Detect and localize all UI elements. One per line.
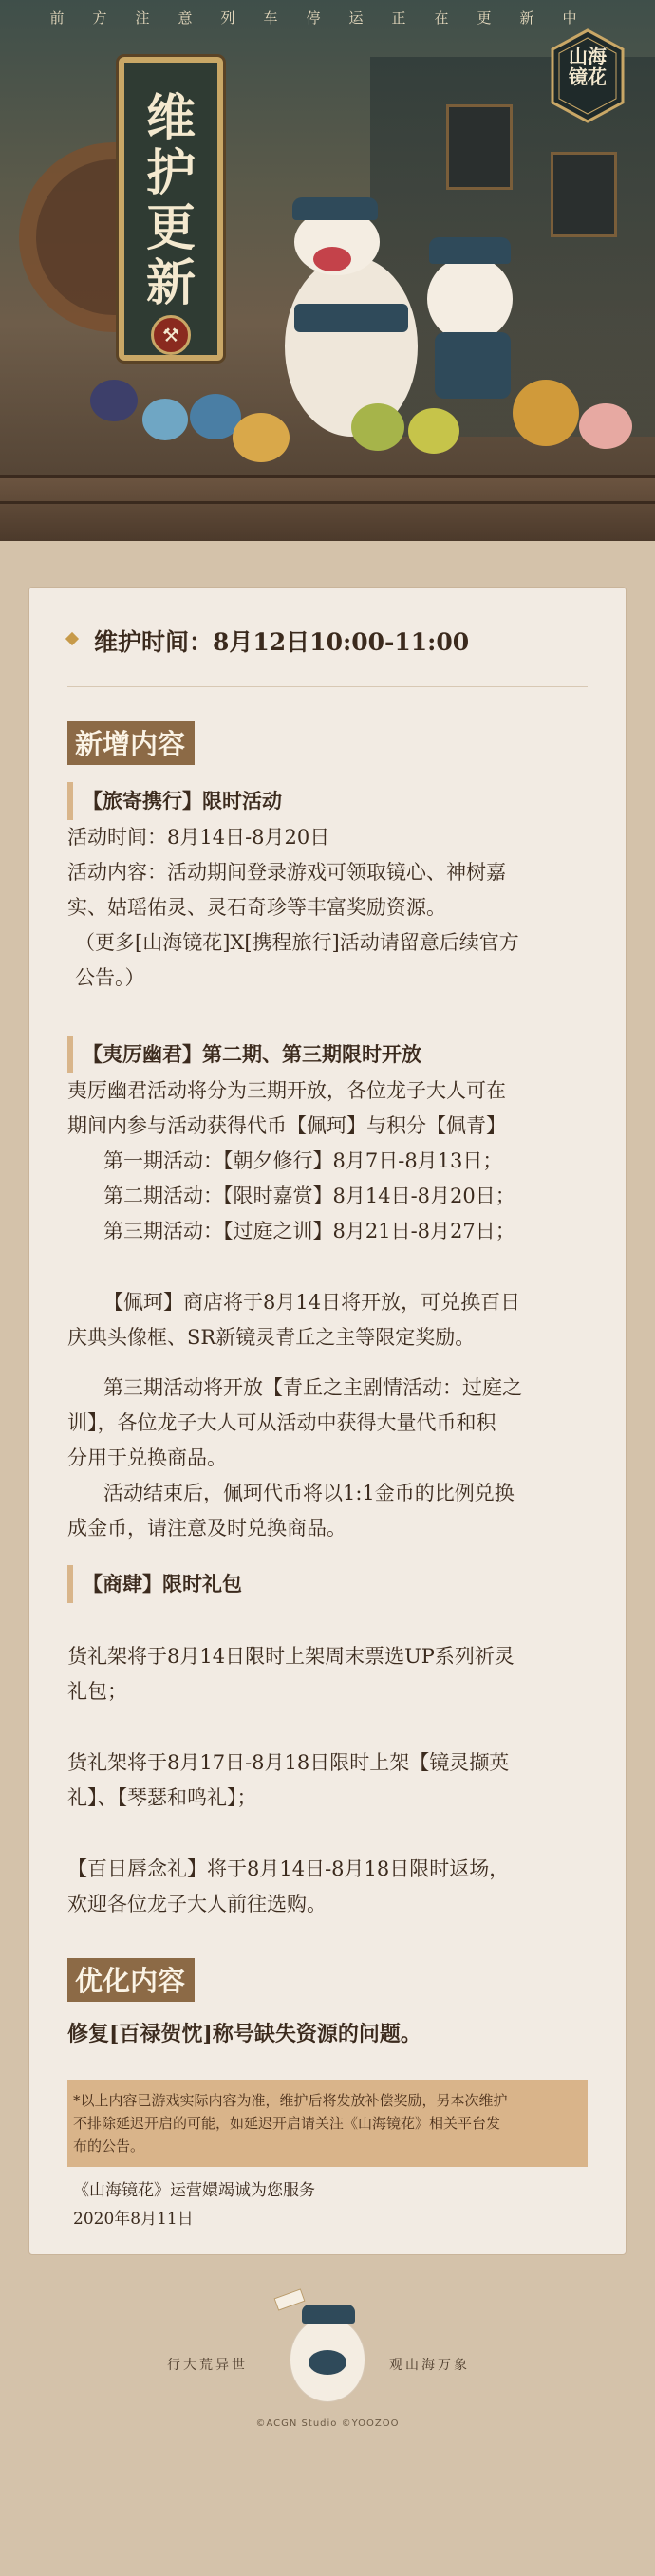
- yili-shop-info: 庆典头像框、SR新镜灵青丘之主等限定奖励。: [67, 1326, 476, 1349]
- shop-pack-title: 【商肆】限时礼包: [67, 1565, 588, 1603]
- travel-event-title: 【旅寄携行】限时活动: [67, 782, 588, 820]
- announcement-panel: [28, 587, 627, 2255]
- travel-event-content: 活动内容：活动期间登录游戏可领取镜心、神树嘉: [67, 861, 506, 884]
- section-title-new: 新增内容: [67, 721, 195, 765]
- footer-credit: ©ACGN Studio ©YOOZOO: [255, 2418, 400, 2429]
- travel-event-content: 实、姑瑶佑灵、灵石奇珍等丰富奖励资源。: [67, 896, 446, 919]
- sign-char: 维: [145, 89, 196, 147]
- signoff: [67, 2176, 588, 2233]
- yili-phase-1: 第一期活动：【朝夕修行】8月7日-8月13日；: [103, 1149, 503, 1172]
- divider: [67, 686, 588, 687]
- sign-char: 新: [145, 254, 196, 312]
- yili-event-intro: 夷厉幽君活动将分为三期开放，各位龙子大人可在: [67, 1079, 506, 1102]
- footer: [0, 2255, 655, 2445]
- banner-top-slogan: 前方注意列车停运正在更新中: [49, 9, 606, 27]
- maintenance-time: [67, 624, 588, 658]
- spacer: [67, 1546, 588, 1561]
- shop-pack-item: 欢迎各位龙子大人前往选购。: [67, 1893, 327, 1915]
- shop-pack-item: 货礼架将于8月17日-8月18日限时上架【镜灵撷英: [67, 1751, 510, 1774]
- small-creature: [142, 399, 188, 440]
- yili-shop-info: 【佩珂】商店将于8月14日将开放，可兑换百日: [103, 1291, 521, 1314]
- sign-char: 护: [145, 144, 196, 202]
- small-creature: [90, 380, 138, 421]
- small-creature: [351, 403, 404, 451]
- notice-text: 不排除延迟开启的可能，如延迟开启请关注《山海镜花》相关平台发: [73, 2115, 501, 2132]
- signoff-team: 《山海镜花》运营嬛竭诚为您服务: [73, 2181, 315, 2200]
- yili-end-info: 活动结束后，佩珂代币将以1:1金币的比例兑换: [103, 1482, 515, 1504]
- shop-pack-item: 货礼架将于8月14日限时上架周末票选UP系列祈灵: [67, 1645, 515, 1668]
- spacer: [67, 1603, 588, 1639]
- sign-char: 更: [145, 199, 196, 257]
- travel-event-time: 活动时间：8月14日-8月20日: [67, 826, 330, 849]
- spacer: [67, 1922, 588, 1958]
- yili-third-phase: 第三期活动将开放【青丘之主剧情活动：过庭之: [103, 1376, 522, 1399]
- maintenance-time-text: 维护时间：8月12日10:00-11:00: [94, 628, 470, 656]
- conductor-mascot-large: [275, 190, 427, 437]
- shop-pack-item: 【百日唇念礼】将于8月14日-8月18日限时返场，: [67, 1857, 510, 1880]
- yili-third-phase: 训】，各位龙子大人可从活动中获得大量代币和积: [67, 1411, 496, 1434]
- diamond-icon: [66, 632, 79, 645]
- yili-phase-2: 第二期活动：【限时嘉赏】8月14日-8月20日；: [103, 1185, 515, 1207]
- conductor-mascot-small: [418, 218, 522, 408]
- spacer: [67, 1709, 588, 1745]
- yili-third-phase: 分用于兑换商品。: [67, 1447, 227, 1469]
- game-logo-text: [562, 46, 613, 87]
- shop-pack-item: 礼】、【琴瑟和鸣礼】；: [67, 1786, 257, 1809]
- logo-text: 山海镜花: [569, 45, 607, 88]
- stage-plank-line: [0, 501, 655, 504]
- yili-end-info: 成金币，请注意及时兑换商品。: [67, 1517, 346, 1540]
- footer-mascot: [275, 2284, 380, 2407]
- footer-slogan-right: 观山海万象: [389, 2358, 470, 2373]
- notice-text: 布的公告。: [73, 2137, 145, 2155]
- maintenance-banner: [0, 0, 655, 541]
- travel-event-more: 公告。）: [75, 966, 145, 989]
- maintenance-sign: [119, 57, 223, 361]
- shop-pack-item: 礼包；: [67, 1680, 127, 1703]
- notice-box: [67, 2080, 588, 2167]
- building-window: [446, 104, 513, 190]
- small-creature: [233, 413, 290, 462]
- small-creature: [579, 403, 632, 449]
- building-window: [551, 152, 617, 237]
- optimization-fix: 修复[百禄贺忱]称号缺失资源的问题。: [67, 2022, 421, 2046]
- stage-floor: [0, 475, 655, 541]
- spacer: [67, 996, 588, 1032]
- sign-title: [124, 91, 217, 311]
- yili-event-title: 【夷厉幽君】第二期、第三期限时开放: [67, 1036, 588, 1073]
- signoff-date: 2020年8月11日: [73, 2210, 194, 2229]
- spacer: [67, 1355, 588, 1371]
- yili-phase-3: 第三期活动：【过庭之训】8月21日-8月27日；: [103, 1220, 515, 1242]
- wrench-icon: ⚒: [151, 315, 191, 355]
- small-creature: [513, 380, 579, 446]
- notice-text: *以上内容已游戏实际内容为准，维护后将发放补偿奖励，另本次维护: [73, 2092, 508, 2109]
- small-creature: [408, 408, 459, 454]
- spacer: [67, 1816, 588, 1852]
- footer-slogan-left: 行大荒异世: [167, 2358, 248, 2373]
- spacer: [67, 1249, 588, 1285]
- section-title-optimize: 优化内容: [67, 1958, 195, 2002]
- yili-event-intro: 期间内参与活动获得代币【佩珂】与积分【佩青】: [67, 1114, 506, 1137]
- travel-event-more: （更多[山海镜花]X[携程旅行]活动请留意后续官方: [75, 931, 519, 954]
